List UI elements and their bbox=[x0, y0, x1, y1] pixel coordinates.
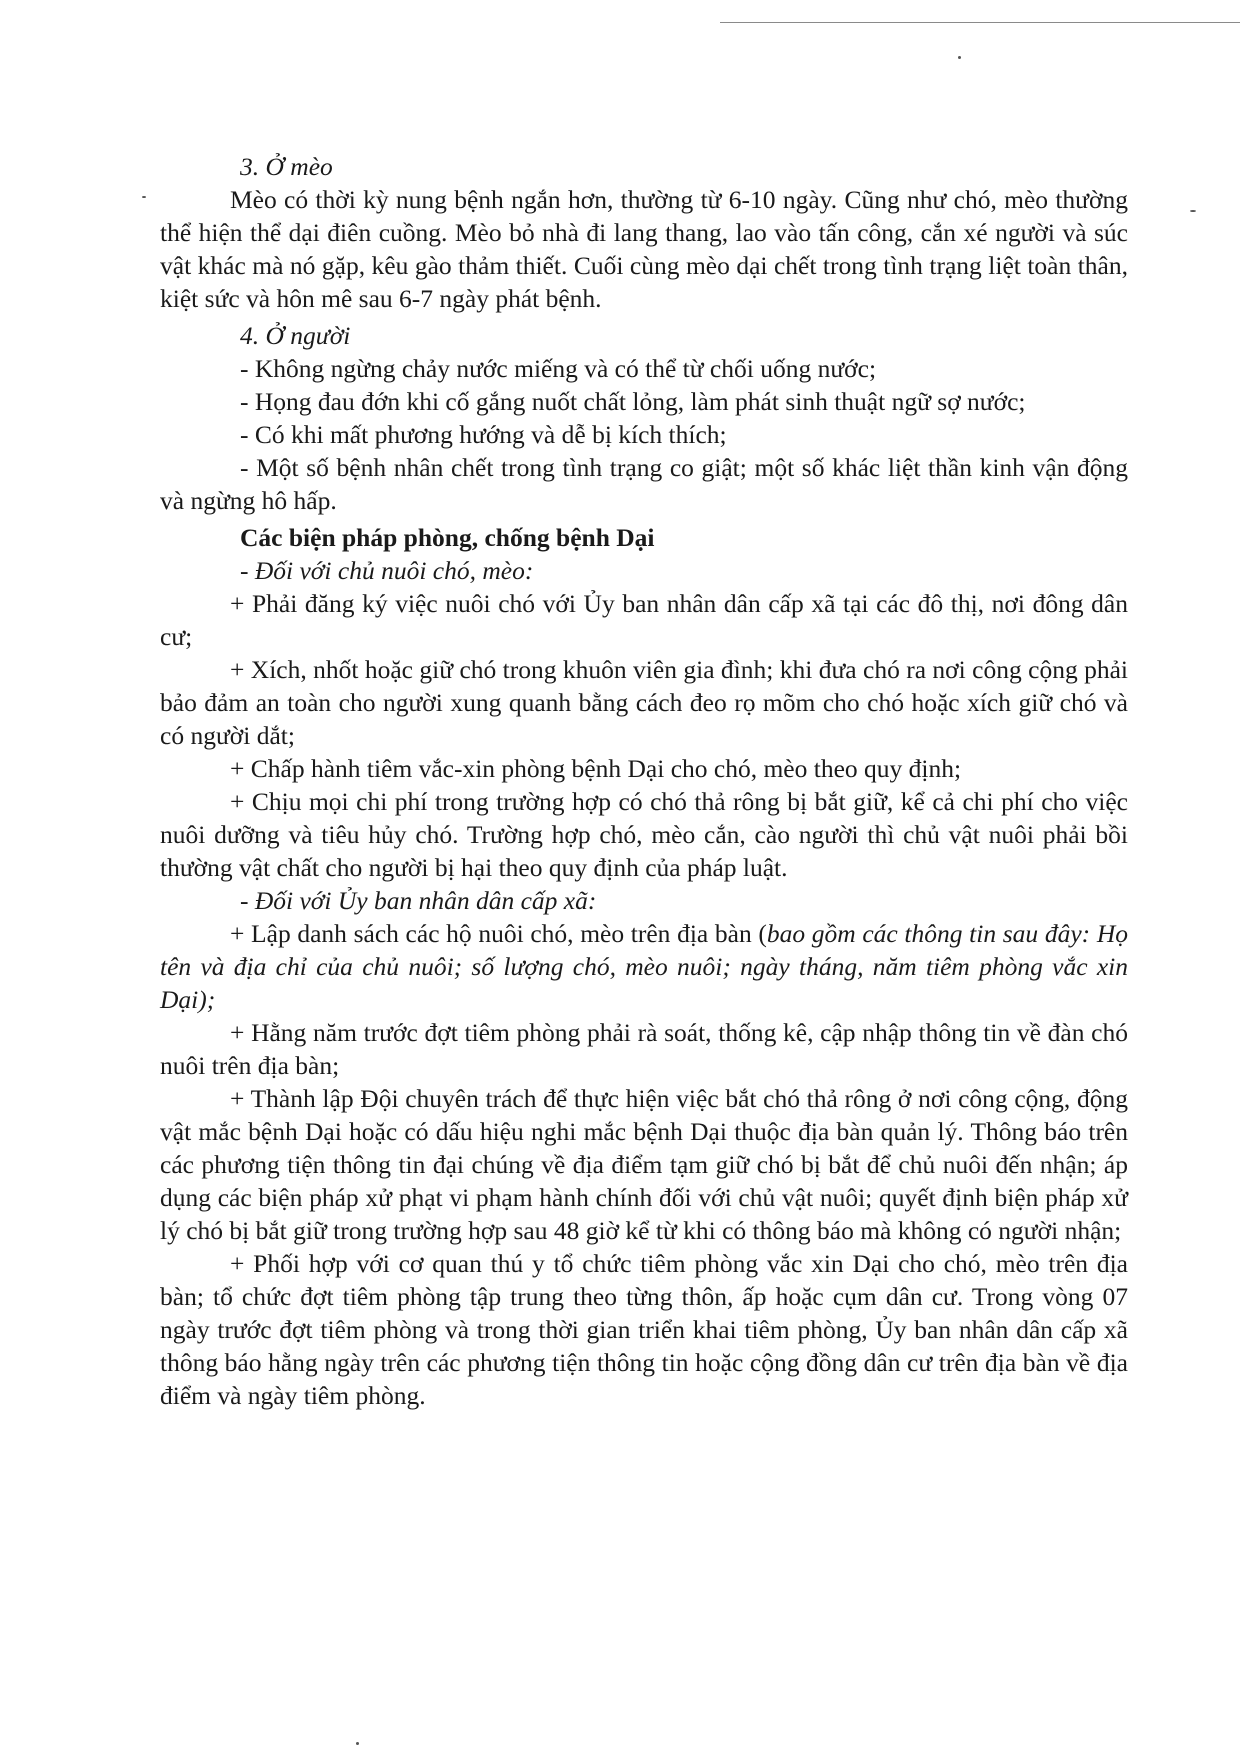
list-item-owner: + Chịu mọi chi phí trong trường hợp có chó thả rông bị bắt giữ, kể cả chi phí cho việc nuôi dưỡng và tiêu hủy chó. Trường hợp chó, mèo cắn, cào người thì chủ vật nuôi phải bồi thường vật chất cho người bị hại theo quy định của pháp luật. bbox=[160, 787, 1128, 882]
owners-heading: - Đối với chủ nuôi chó, mèo: bbox=[240, 556, 534, 585]
scan-speck bbox=[1190, 210, 1196, 212]
list-item-commune-detail: bao gồm các thông tin sau đây: Họ tên và địa chỉ của chủ nuôi; số lượng chó, mèo nuôi; ngày tháng, năm tiêm phòng vắc xin Dại); bbox=[160, 919, 1128, 1014]
list-item-human: - Họng đau đớn khi cố gắng nuốt chất lỏng, làm phát sinh thuật ngữ sợ nước; bbox=[240, 387, 1026, 416]
list-item-owner: + Xích, nhốt hoặc giữ chó trong khuôn viên gia đình; khi đưa chó ra nơi công cộng phải bảo đảm an toàn cho người xung quanh bằng cách đeo rọ mõm cho chó hoặc xích giữ chó và có người dắt; bbox=[160, 655, 1128, 750]
document-page bbox=[160, 150, 1128, 1412]
list-item-human: - Không ngừng chảy nước miếng và có thể từ chối uống nước; bbox=[240, 354, 877, 383]
list-item-commune: + Phối hợp với cơ quan thú y tổ chức tiêm phòng vắc xin Dại cho chó, mèo trên địa bàn; tổ chức đợt tiêm phòng tập trung theo từng thôn, ấp hoặc cụm dân cư. Trong vòng 07 ngày trước đợt tiêm phòng và trong thời gian triển khai tiêm phòng, Ủy ban nhân dân cấp xã thông báo hằng ngày trên các phương tiện thông tin hoặc cộng đồng dân cư trên địa bàn về địa điểm và ngày tiêm phòng. bbox=[160, 1249, 1128, 1410]
list-item-human: - Có khi mất phương hướng và dễ bị kích thích; bbox=[240, 420, 727, 449]
paragraph-cat: Mèo có thời kỳ nung bệnh ngắn hơn, thường từ 6-10 ngày. Cũng như chó, mèo thường thể hiện thể dại điên cuồng. Mèo bỏ nhà đi lang thang, lao vào tấn công, cắn xé người và súc vật khác mà nó gặp, kêu gào thảm thiết. Cuối cùng mèo dại chết trong tình trạng liệt toàn thân, kiệt sức và hôn mê sau 6-7 ngày phát bệnh. bbox=[160, 185, 1128, 313]
list-item-owner: + Chấp hành tiêm vắc-xin phòng bệnh Dại cho chó, mèo theo quy định; bbox=[230, 754, 962, 783]
top-rule bbox=[720, 22, 1240, 23]
list-item-commune bbox=[160, 917, 1128, 1016]
list-item-commune: + Thành lập Đội chuyên trách để thực hiện việc bắt chó thả rông ở nơi công cộng, động vật mắc bệnh Dại hoặc có dấu hiệu nghi mắc bệnh Dại thuộc địa bàn quản lý. Thông báo trên các phương tiện thông tin đại chúng về địa điểm tạm giữ chó bị bắt để chủ nuôi đến nhận; áp dụng các biện pháp xử phạt vi phạm hành chính đối với chủ vật nuôi; quyết định biện pháp xử lý chó bị bắt giữ trong trường hợp sau 48 giờ kể từ khi có thông báo mà không có người nhận; bbox=[160, 1084, 1128, 1245]
section-heading-cat: 3. Ở mèo bbox=[240, 152, 333, 181]
scan-speck bbox=[142, 196, 146, 198]
section-heading-human: 4. Ở người bbox=[240, 321, 351, 350]
scan-speck bbox=[958, 56, 961, 59]
measures-heading: Các biện pháp phòng, chống bệnh Dại bbox=[240, 523, 655, 552]
commune-heading: - Đối với Ủy ban nhân dân cấp xã: bbox=[240, 886, 597, 915]
list-item-commune-text: + Lập danh sách các hộ nuôi chó, mèo trên địa bàn ( bbox=[230, 919, 767, 948]
list-item-owner: + Phải đăng ký việc nuôi chó với Ủy ban nhân dân cấp xã tại các đô thị, nơi đông dân cư; bbox=[160, 589, 1128, 651]
list-item-commune: + Hằng năm trước đợt tiêm phòng phải rà soát, thống kê, cập nhập thông tin về đàn chó nuôi trên địa bàn; bbox=[160, 1018, 1128, 1080]
scan-speck bbox=[356, 1742, 359, 1745]
list-item-human: - Một số bệnh nhân chết trong tình trạng co giật; một số khác liệt thần kinh vận động và ngừng hô hấp. bbox=[160, 453, 1128, 515]
